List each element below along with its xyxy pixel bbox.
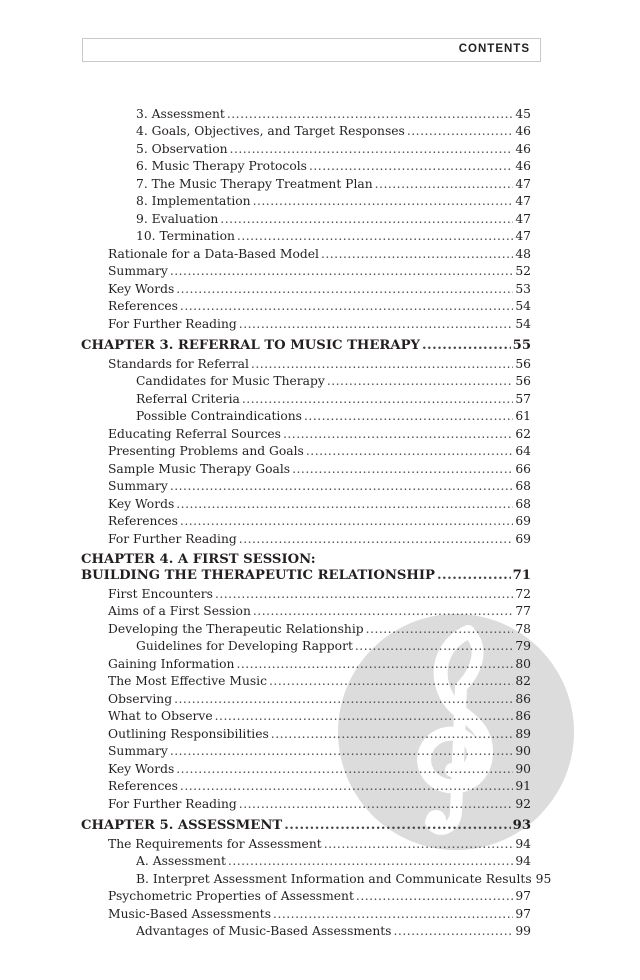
toc-entry[interactable] — [108, 743, 531, 759]
toc-entry-title: 6. Music Therapy Protocols — [136, 159, 307, 173]
toc-entry-title: For Further Reading — [108, 532, 237, 546]
toc-page-number: 62 — [515, 427, 531, 441]
toc-entry[interactable] — [108, 708, 531, 724]
toc-entry-title: 10. Termination — [136, 229, 235, 243]
dot-leader — [239, 316, 514, 332]
toc-entry-title: For Further Reading — [108, 317, 237, 331]
toc-entry[interactable] — [108, 726, 531, 742]
toc-page-number: 77 — [515, 604, 531, 618]
toc-entry-title: Gaining Information — [108, 657, 235, 671]
dot-leader — [422, 338, 511, 354]
toc-page-number: 68 — [515, 497, 531, 511]
toc-entry-title: Presenting Problems and Goals — [108, 444, 304, 458]
dot-leader — [176, 761, 513, 777]
toc-entry-title: Key Words — [108, 497, 175, 511]
toc-entry[interactable] — [108, 836, 531, 852]
toc-page-number: 99 — [515, 924, 531, 938]
toc-page-number: 72 — [515, 587, 531, 601]
toc-entry[interactable] — [136, 391, 531, 407]
toc-entry[interactable] — [108, 586, 531, 602]
toc-page-number: 97 — [515, 889, 531, 903]
dot-leader — [366, 621, 514, 637]
toc-entry-title: Candidates for Music Therapy — [136, 374, 325, 388]
toc-entry-title: References — [108, 514, 178, 528]
toc-page-number: 91 — [515, 779, 531, 793]
toc-entry-title: 8. Implementation — [136, 194, 251, 208]
dot-leader — [239, 796, 514, 812]
toc-page-number: 52 — [515, 264, 531, 278]
toc-page-number: 48 — [515, 247, 531, 261]
toc-entry[interactable] — [136, 853, 531, 869]
toc-entry[interactable] — [108, 443, 531, 459]
dot-leader — [174, 691, 513, 707]
toc-entry[interactable] — [136, 193, 531, 209]
toc-page-number: 68 — [515, 479, 531, 493]
toc-page-number: 47 — [515, 212, 531, 226]
toc-entry[interactable] — [136, 141, 531, 157]
toc-entry[interactable] — [108, 531, 531, 547]
toc-entry-title: Rationale for a Data-Based Model — [108, 247, 319, 261]
dot-leader — [283, 426, 513, 442]
toc-page-number: 45 — [515, 107, 531, 121]
dot-leader — [220, 211, 513, 227]
toc-entry[interactable] — [136, 638, 531, 654]
toc-page-number: 54 — [515, 299, 531, 313]
toc-entry[interactable] — [108, 691, 531, 707]
toc-page-number: 61 — [515, 409, 531, 423]
toc-entry[interactable] — [136, 106, 531, 122]
toc-chapter-entry[interactable] — [81, 338, 531, 354]
toc-page-number: 89 — [515, 727, 531, 741]
dot-leader — [355, 638, 513, 654]
toc-entry-title: The Requirements for Assessment — [108, 837, 322, 851]
toc-entry[interactable] — [108, 761, 531, 777]
toc-entry-title: 4. Goals, Objectives, and Target Responses — [136, 124, 405, 138]
toc-page-number: 86 — [515, 709, 531, 723]
dot-leader — [170, 478, 514, 494]
dot-leader — [269, 673, 513, 689]
dot-leader — [230, 141, 514, 157]
toc-entry[interactable] — [136, 123, 531, 139]
toc-page-number: 53 — [515, 282, 531, 296]
toc-entry-title: The Most Effective Music — [108, 674, 267, 688]
dot-leader — [292, 461, 513, 477]
toc-page-number: 94 — [515, 837, 531, 851]
toc-entry-title: 9. Evaluation — [136, 212, 219, 226]
toc-entry[interactable] — [136, 158, 531, 174]
toc-entry-title: CHAPTER 3. REFERRAL TO MUSIC THERAPY — [81, 338, 420, 353]
toc-entry[interactable] — [108, 778, 531, 794]
toc-entry-title: Observing — [108, 692, 173, 706]
toc-entry-title: Developing the Therapeutic Relationship — [108, 622, 364, 636]
toc-entry-title: Sample Music Therapy Goals — [108, 462, 291, 476]
toc-entry-title: CHAPTER 5. ASSESSMENT — [81, 818, 283, 833]
dot-leader — [180, 778, 513, 794]
dot-leader — [309, 158, 513, 174]
toc-entry[interactable] — [108, 478, 531, 494]
toc-entry-title: References — [108, 299, 178, 313]
toc-entry-title: For Further Reading — [108, 797, 237, 811]
toc-entry-title: Summary — [108, 479, 168, 493]
toc-entry[interactable] — [108, 461, 531, 477]
dot-leader — [327, 373, 514, 389]
dot-leader — [394, 923, 514, 939]
dot-leader — [176, 281, 513, 297]
toc-page-number: 80 — [515, 657, 531, 671]
toc-chapter-entry[interactable] — [81, 568, 531, 584]
toc-entry[interactable] — [108, 513, 531, 529]
toc-entry-title: 7. The Music Therapy Treatment Plan — [136, 177, 373, 191]
toc-entry-title: Aims of a First Session — [108, 604, 251, 618]
toc-entry[interactable] — [136, 871, 552, 887]
toc-entry-title: First Encounters — [108, 587, 213, 601]
dot-leader — [242, 391, 513, 407]
toc-entry[interactable] — [136, 211, 531, 227]
toc-entry[interactable] — [108, 263, 531, 279]
toc-entry-title: Key Words — [108, 282, 175, 296]
toc-entry[interactable] — [136, 373, 531, 389]
toc-entry[interactable] — [108, 673, 531, 689]
toc-entry[interactable] — [108, 356, 531, 372]
toc-page-number: 79 — [515, 639, 531, 653]
toc-entry-title: Key Words — [108, 762, 175, 776]
toc-entry-title: Summary — [108, 264, 168, 278]
dot-leader — [239, 531, 514, 547]
dot-leader — [176, 496, 513, 512]
toc-page-number: 78 — [515, 622, 531, 636]
toc-entry-title: Standards for Referral — [108, 357, 249, 371]
dot-leader — [215, 708, 514, 724]
toc-chapter-entry[interactable] — [81, 818, 531, 834]
dot-leader — [180, 298, 513, 314]
toc-entry[interactable] — [108, 426, 531, 442]
toc-page-number: 95 — [535, 872, 552, 886]
toc-entry[interactable] — [108, 656, 531, 672]
toc-entry-title: 5. Observation — [136, 142, 228, 156]
toc-entry-title: B. Interpret Assessment Information and Communicate Results — [136, 872, 532, 886]
toc-entry-title: Outlining Responsibilities — [108, 727, 269, 741]
toc-page-number: 97 — [515, 907, 531, 921]
toc-entry[interactable] — [108, 888, 531, 904]
toc-page-number: 93 — [512, 818, 531, 833]
toc-entry-title: Referral Criteria — [136, 392, 240, 406]
dot-leader — [253, 603, 513, 619]
toc-page-number: 46 — [515, 159, 531, 173]
toc-page-number: 82 — [515, 674, 531, 688]
toc-page-number: 56 — [515, 357, 531, 371]
toc-entry[interactable] — [108, 603, 531, 619]
running-header-label: CONTENTS — [458, 43, 530, 55]
dot-leader — [306, 443, 513, 459]
toc-entry-title: 3. Assessment — [136, 107, 225, 121]
dot-leader — [253, 193, 514, 209]
toc-entry[interactable] — [108, 496, 531, 512]
dot-leader — [284, 818, 510, 834]
toc-page-number: 46 — [515, 124, 531, 138]
toc-entry-title: Educating Referral Sources — [108, 427, 281, 441]
toc-page-number: 69 — [515, 514, 531, 528]
dot-leader — [237, 228, 513, 244]
toc-entry-title: References — [108, 779, 178, 793]
chapter-heading-line: CHAPTER 4. A FIRST SESSION: — [81, 552, 316, 567]
toc-entry-title: Summary — [108, 744, 168, 758]
toc-entry-title: A. Assessment — [136, 854, 226, 868]
toc-page-number: 90 — [515, 762, 531, 776]
toc-entry-title: Possible Contraindications — [136, 409, 302, 423]
dot-leader — [304, 408, 513, 424]
dot-leader — [170, 263, 514, 279]
toc-page-number: 86 — [515, 692, 531, 706]
dot-leader — [170, 743, 514, 759]
toc-entry[interactable] — [108, 796, 531, 812]
dot-leader — [271, 726, 514, 742]
toc-entry-title: Psychometric Properties of Assessment — [108, 889, 354, 903]
toc-entry[interactable] — [136, 228, 531, 244]
toc-entry[interactable] — [108, 316, 531, 332]
dot-leader — [215, 586, 513, 602]
toc-entry[interactable] — [108, 246, 531, 262]
dot-leader — [321, 246, 513, 262]
toc-entry[interactable] — [108, 906, 531, 922]
toc-entry-title: What to Observe — [108, 709, 213, 723]
toc-page-number: 46 — [515, 142, 531, 156]
toc-entry[interactable] — [136, 923, 531, 939]
dot-leader — [375, 176, 514, 192]
toc-page-number: 71 — [512, 568, 531, 583]
toc-entry-title: Music-Based Assessments — [108, 907, 272, 921]
toc-entry-title: Advantages of Music-Based Assessments — [136, 924, 392, 938]
toc-page-number: 57 — [515, 392, 531, 406]
dot-leader — [180, 513, 513, 529]
toc-page-number: 54 — [515, 317, 531, 331]
toc-page-number: 66 — [515, 462, 531, 476]
toc-page-number: 92 — [515, 797, 531, 811]
toc-page-number: 55 — [512, 338, 531, 353]
dot-leader — [273, 906, 513, 922]
toc-page-number: 69 — [515, 532, 531, 546]
dot-leader — [324, 836, 514, 852]
toc-page-number: 94 — [515, 854, 531, 868]
toc-page-number: 47 — [515, 194, 531, 208]
toc-entry[interactable] — [108, 281, 531, 297]
dot-leader — [407, 123, 513, 139]
toc-entry[interactable] — [136, 176, 531, 192]
toc-page-number: 90 — [515, 744, 531, 758]
toc-page-number: 47 — [515, 177, 531, 191]
dot-leader — [227, 106, 514, 122]
toc-page-number: 64 — [515, 444, 531, 458]
toc-entry[interactable] — [108, 298, 531, 314]
toc-entry-title: Guidelines for Developing Rapport — [136, 639, 353, 653]
toc-page-number: 56 — [515, 374, 531, 388]
toc-entry[interactable] — [108, 621, 531, 637]
toc-entry-title: BUILDING THE THERAPEUTIC RELATIONSHIP — [81, 568, 435, 583]
dot-leader — [251, 356, 513, 372]
toc-entry[interactable] — [136, 408, 531, 424]
dot-leader — [228, 853, 513, 869]
dot-leader — [236, 656, 513, 672]
dot-leader — [437, 568, 511, 584]
toc-page-number: 47 — [515, 229, 531, 243]
dot-leader — [356, 888, 513, 904]
